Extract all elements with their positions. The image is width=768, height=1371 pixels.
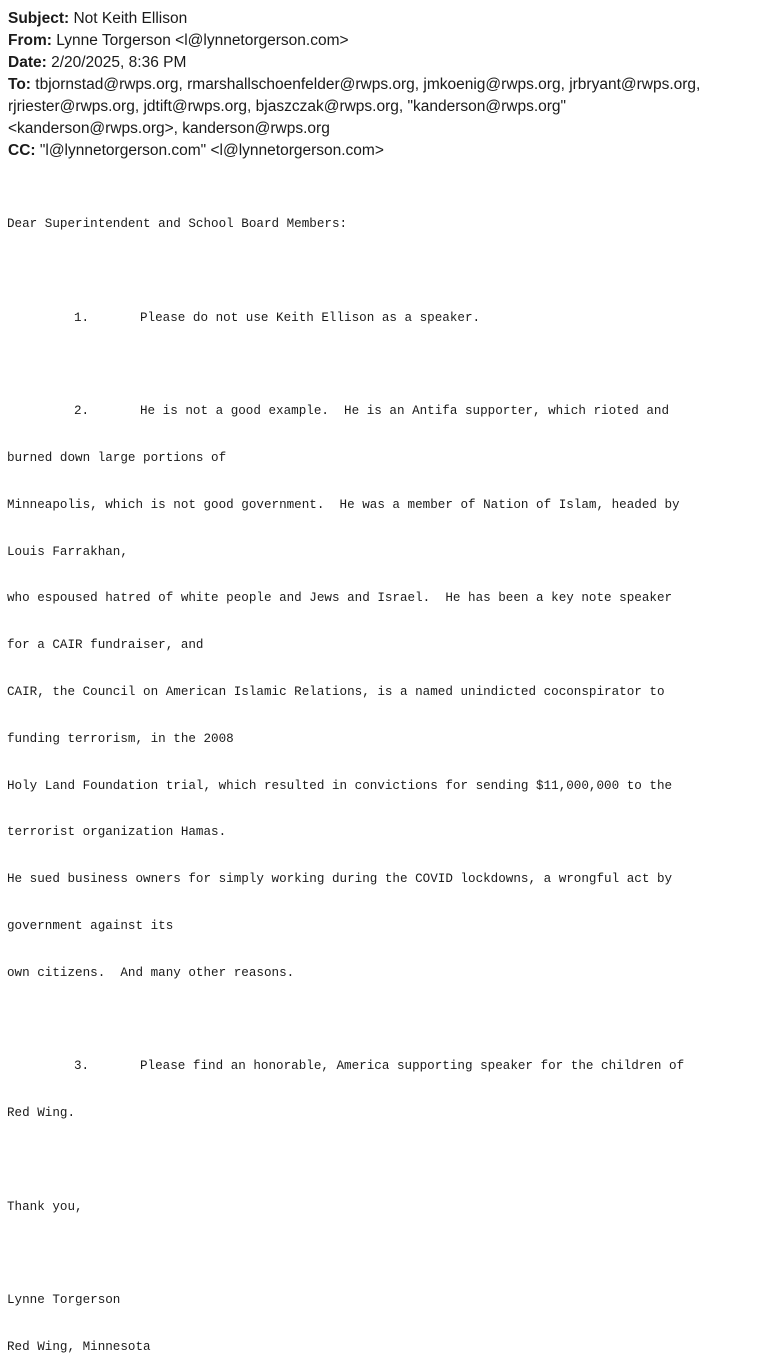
date-label: Date: [8,54,47,71]
item-2-line-10: terrorist organization Hamas. [7,825,227,840]
item-2-line-4: Louis Farrakhan, [7,544,128,559]
email-header [8,8,764,162]
date-line [8,52,764,74]
from-line [8,30,764,52]
spacer [7,1246,765,1262]
cc-label: CC: [8,142,36,159]
greeting: Dear Superintendent and School Board Members: [7,217,348,232]
item-2-line-3: Minneapolis, which is not good government. He was a member of Nation of Islam, headed by [7,497,680,512]
subject-label: Subject: [8,10,70,27]
to-line-3 [8,118,764,140]
item-2-number: 2. [74,404,90,419]
spacer [7,358,765,374]
to-recipients-3: <kanderson@rwps.org>, kanderson@rwps.org [8,120,330,137]
item-2-line-11: He sued business owners for simply working during the COVID lockdowns, a wrongful act by [7,872,673,887]
subject-line [8,8,764,30]
signature-place: Red Wing, Minnesota [7,1339,151,1354]
item-2-line-12: government against its [7,918,174,933]
to-label: To: [8,76,31,93]
date-value: 2/20/2025, 8:36 PM [51,54,187,71]
cc-value: "l@lynnetorgerson.com" <l@lynnetorgerson.com> [39,142,384,159]
cc-line [8,140,764,162]
subject-value: Not Keith Ellison [73,10,188,27]
from-label: From: [8,32,52,49]
spacer [7,1012,765,1028]
item-2-line-6: for a CAIR fundraiser, and [7,638,204,653]
email-body [7,186,765,1371]
item-3-line-1: Please find an honorable, America supporting speaker for the children of [140,1059,685,1074]
to-recipients-2: rjriester@rwps.org, jdtift@rwps.org, bjaszczak@rwps.org, "kanderson@rwps.org" [8,98,567,115]
item-2-line-7: CAIR, the Council on American Islamic Relations, is a named unindicted coconspirator to [7,685,665,699]
list-item-3 [7,1059,765,1075]
item-3-number: 3. [74,1059,90,1074]
from-value: Lynne Torgerson <l@lynnetorgerson.com> [56,32,349,49]
item-1-number: 1. [74,310,90,325]
to-line-1 [8,74,764,96]
item-1-text: Please do not use Keith Ellison as a speaker. [140,310,481,325]
closing: Thank you, [7,1199,83,1214]
item-3-line-2: Red Wing. [7,1106,76,1121]
to-line-2 [8,96,764,118]
item-2-line-9: Holy Land Foundation trial, which resulted in convictions for sending $11,000,000 to the [7,778,673,793]
spacer [7,1153,765,1169]
item-2-line-8: funding terrorism, in the 2008 [7,731,234,746]
item-2-line-13: own citizens. And many other reasons. [7,965,295,980]
item-2-line-5: who espoused hatred of white people and Jews and Israel. He has been a key note speaker [7,591,673,606]
list-item-2 [7,404,765,420]
list-item-1 [7,311,765,327]
item-2-line-1: He is not a good example. He is an Antifa supporter, which rioted and [140,404,670,419]
item-2-line-2: burned down large portions of [7,451,227,466]
spacer [7,264,765,280]
signature-name: Lynne Torgerson [7,1293,121,1308]
to-recipients-1: tbjornstad@rwps.org, rmarshallschoenfelder@rwps.org, jmkoenig@rwps.org, jrbryant@rwps.org, [35,76,701,93]
